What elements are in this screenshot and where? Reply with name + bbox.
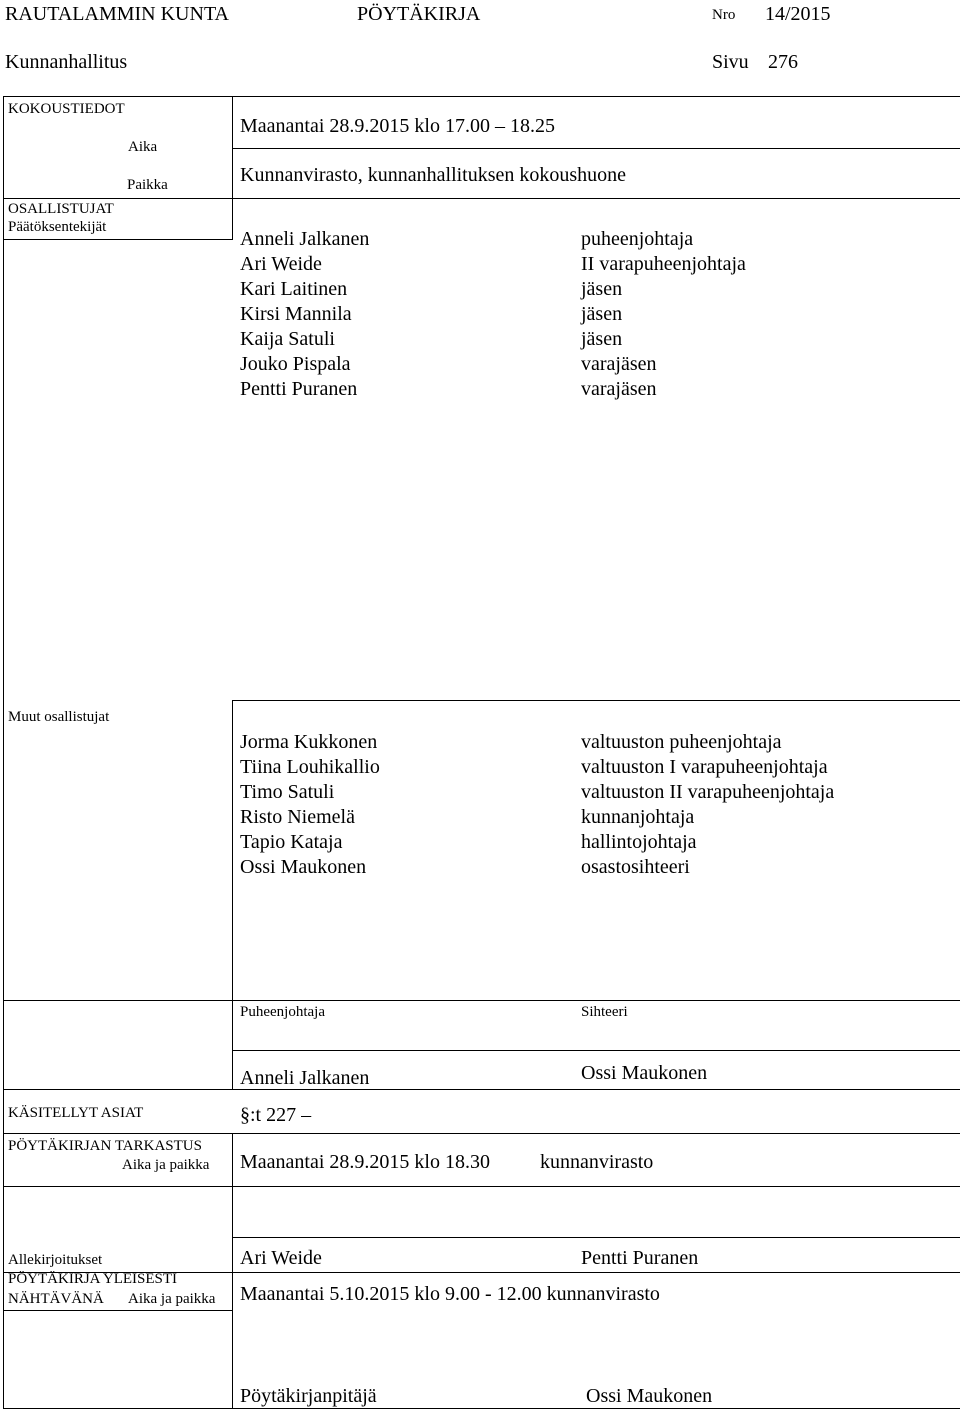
time-row-line (232, 148, 960, 149)
place-row-line (232, 198, 960, 199)
review-label: PÖYTÄKIRJAN TARKASTUS (8, 1138, 202, 1154)
items-label: KÄSITELLYT ASIAT (8, 1105, 144, 1121)
secretary-label: Sihteeri (581, 1004, 628, 1020)
document-number: 14/2015 (765, 3, 831, 25)
signature-line-chair (232, 1050, 960, 1051)
participant-name: Kari Laitinen (240, 278, 348, 300)
participant-name: Timo Satuli (240, 781, 335, 803)
participant-name: Ossi Maukonen (240, 856, 367, 878)
review-time: Maanantai 28.9.2015 klo 18.30 (240, 1151, 490, 1173)
review-time-place-label: Aika ja paikka (122, 1157, 210, 1173)
participants-label-divider (3, 239, 233, 240)
public-label-bottom-line (3, 1310, 233, 1311)
others-section-line (232, 700, 960, 701)
minutes-keeper-label: Pöytäkirjanpitäjä (240, 1385, 377, 1407)
reviewer-2-name: Pentti Puranen (581, 1247, 699, 1269)
others-column-divider (232, 700, 233, 1000)
participant-name: Tapio Kataja (240, 831, 343, 853)
participant-name: Tiina Louhikallio (240, 756, 380, 778)
participant-role: jäsen (581, 278, 623, 300)
participant-role: II varapuheenjohtaja (581, 253, 746, 275)
participant-role: puheenjohtaja (581, 228, 694, 250)
participant-name: Pentti Puranen (240, 378, 358, 400)
participant-role: valtuuston puheenjohtaja (581, 731, 782, 753)
participant-name: Ari Weide (240, 253, 322, 275)
meeting-place: Kunnanvirasto, kunnanhallituksen kokoushuone (240, 164, 627, 186)
participant-role: valtuuston II varapuheenjohtaja (581, 781, 835, 803)
participant-role: osastosihteeri (581, 856, 690, 878)
participant-role: jäsen (581, 328, 623, 350)
items-value: §:t 227 – (240, 1104, 312, 1126)
signatures-column-divider (232, 1000, 233, 1090)
participant-name: Jouko Pispala (240, 353, 351, 375)
review-column-divider (232, 1133, 233, 1408)
organ-name: Kunnanhallitus (5, 51, 128, 73)
review-top-line (3, 1186, 960, 1187)
chair-label: Puheenjohtaja (240, 1004, 325, 1020)
others-roles (581, 730, 834, 880)
frame-left-line (3, 96, 4, 1408)
signatures-top-line (3, 1000, 960, 1001)
page-label: Sivu (712, 51, 749, 73)
time-label: Aika (128, 139, 158, 155)
others-names (240, 730, 380, 880)
public-label-line2: NÄHTÄVÄNÄ (8, 1291, 104, 1307)
decision-makers-label: Päätöksentekijät (8, 219, 107, 235)
signatures-bottom-line (3, 1089, 960, 1090)
meeting-section-label: KOKOUSTIEDOT (8, 101, 125, 117)
document-type: PÖYTÄKIRJA (357, 3, 481, 25)
participant-role: varajäsen (581, 353, 657, 375)
decision-makers-names (240, 227, 369, 402)
frame-bottom-line (3, 1408, 960, 1409)
minutes-keeper-name: Ossi Maukonen (586, 1385, 713, 1407)
number-label: Nro (712, 7, 736, 23)
others-label: Muut osallistujat (8, 709, 110, 725)
participant-role: valtuuston I varapuheenjohtaja (581, 756, 828, 778)
participant-name: Kirsi Mannila (240, 303, 352, 325)
items-bottom-line (3, 1133, 960, 1134)
decision-makers-roles (581, 227, 746, 402)
participant-name: Risto Niemelä (240, 806, 355, 828)
participant-name: Kaija Satuli (240, 328, 335, 350)
participant-role: varajäsen (581, 378, 657, 400)
signatures-label: Allekirjoitukset (8, 1252, 103, 1268)
label-column-divider (232, 96, 233, 239)
secretary-name: Ossi Maukonen (581, 1062, 708, 1084)
participant-role: hallintojohtaja (581, 831, 697, 853)
review-signature-line (232, 1237, 960, 1238)
participants-section-label: OSALLISTUJAT (8, 201, 114, 217)
reviewer-1-name: Ari Weide (240, 1247, 322, 1269)
meeting-time: Maanantai 28.9.2015 klo 17.00 – 18.25 (240, 115, 555, 137)
place-label: Paikka (127, 177, 168, 193)
participant-name: Jorma Kukkonen (240, 731, 378, 753)
chair-name: Anneli Jalkanen (240, 1067, 370, 1089)
municipality-name: RAUTALAMMIN KUNTA (5, 3, 230, 25)
frame-top-line (3, 96, 960, 97)
meeting-section-divider (3, 198, 233, 199)
participant-name: Anneli Jalkanen (240, 228, 370, 250)
public-time-place-label: Aika ja paikka (128, 1291, 216, 1307)
page-number: 276 (768, 51, 798, 73)
participant-role: jäsen (581, 303, 623, 325)
public-label-line1: PÖYTÄKIRJA YLEISESTI (8, 1271, 178, 1287)
public-viewing-value: Maanantai 5.10.2015 klo 9.00 - 12.00 kunnanvirasto (240, 1283, 660, 1305)
participant-role: kunnanjohtaja (581, 806, 695, 828)
review-place: kunnanvirasto (540, 1151, 654, 1173)
